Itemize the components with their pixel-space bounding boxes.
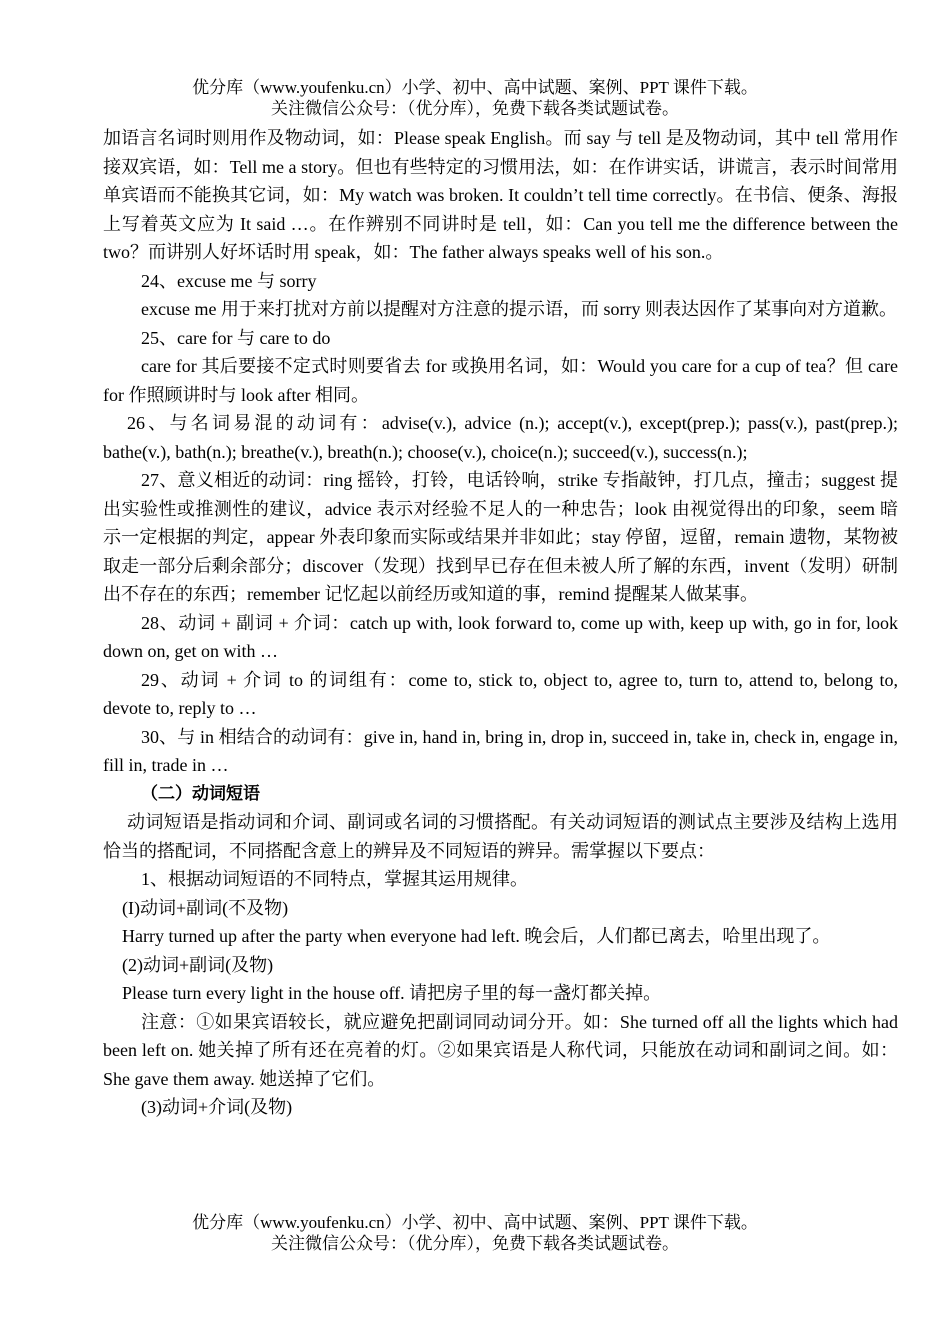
item-30: 30、与 in 相结合的动词有：give in, hand in, bring in, drop in, succeed in, take in, check in, engage in, fill in, trade in … bbox=[103, 726, 898, 775]
item-28: 28、动词 + 副词 + 介词：catch up with, look forward to, come up with, keep up with, go in for, look down on, get on with … bbox=[103, 612, 898, 661]
header-line-1: 优分库（www.youfenku.cn）小学、初中、高中试题、案例、PPT 课件下载。 bbox=[192, 78, 758, 97]
sub-2-example: Please turn every light in the house off. 请把房子里的每一盏灯都关掉。 bbox=[122, 983, 662, 1003]
document-body bbox=[103, 124, 898, 1122]
item-24-title: 24、excuse me 与 sorry bbox=[141, 270, 317, 291]
item-25-title: 25、care for 与 care to do bbox=[141, 327, 331, 348]
header-line-2: 关注微信公众号：（优分库），免费下载各类试题试卷。 bbox=[271, 99, 679, 118]
point-1: 1、根据动词短语的不同特点，掌握其运用规律。 bbox=[141, 869, 528, 889]
section-heading: （二）动词短语 bbox=[141, 783, 260, 804]
note-paragraph: 注意：①如果宾语较长，就应避免把副词同动词分开。如：She turned off all the lights which had been left on. 她关掉了所有还在亮着的灯。②如果宾语是人称代词，只能放在动词和副词之间。如：She gave them away. 她送掉了它们。 bbox=[103, 1011, 898, 1089]
sub-1-example: Harry turned up after the party when everyone had left. 晚会后，人们都已离去，哈里出现了。 bbox=[122, 926, 831, 946]
sub-1-title: (I)动词+副词(不及物) bbox=[122, 897, 289, 918]
item-29: 29、动词 + 介词 to 的词组有：come to, stick to, object to, agree to, turn to, attend to, belong to, devote to, reply to … bbox=[103, 669, 898, 718]
section-intro: 动词短语是指动词和介词、副词或名词的习惯搭配。有关动词短语的测试点主要涉及结构上选用恰当的搭配词，不同搭配含意上的辨异及不同短语的辨异。需掌握以下要点： bbox=[103, 812, 898, 861]
item-26: 26、与名词易混的动词有：advise(v.), advice (n.); accept(v.), except(prep.); pass(v.), past(prep.); bathe(v.), bath(n.); breathe(v.), breath(n.); choose(v.), choice(n.); succeed(v.), success(n.); bbox=[103, 413, 898, 462]
footer-line-1: 优分库（www.youfenku.cn）小学、初中、高中试题、案例、PPT 课件下载。 bbox=[192, 1213, 758, 1232]
item-25-body: care for 其后要接不定式时则要省去 for 或换用名词，如：Would you care for a cup of tea？但 care for 作照顾讲时与 look after 相同。 bbox=[103, 356, 898, 405]
item-24-body: excuse me 用于来打扰对方前以提醒对方注意的提示语，而 sorry 则表达因作了某事向对方道歉。 bbox=[141, 299, 897, 319]
page-header bbox=[0, 77, 950, 119]
item-27: 27、意义相近的动词：ring 摇铃，打铃，电话铃响，strike 专指敲钟，打几点，撞击；suggest 提出实验性或推测性的建议，advice 表示对经验不足人的一种忠告；look 由视觉得出的印象，seem 暗示一定根据的判定，appear 外表印象而实际或结果并非如此；stay 停留，逗留，remain 遗物，某物被取走一部分后剩余部分；discover（发现）找到早已存在但未被人所了解的东西，invent（发明）研制出不存在的东西；remember 记忆起以前经历或知道的事，remind 提醒某人做某事。 bbox=[103, 470, 898, 604]
sub-2-title: (2)动词+副词(及物) bbox=[122, 954, 274, 975]
sub-3-title: (3)动词+介词(及物) bbox=[141, 1097, 293, 1117]
paragraph-continued: 加语言名词时则用作及物动词，如：Please speak English。而 say 与 tell 是及物动词，其中 tell 常用作接双宾语，如：Tell me a story。但也有些特定的习惯用法，如：在作讲实话，讲谎言，表示时间常用单宾语而不能换其它词，如：My watch was broken. It couldn’t tell time correctly。在书信、便条、海报上写着英文应为 It said …。在作辨别不同讲时是 tell，如：Can you tell me the difference between the two？而讲别人好坏话时用 speak，如：The father always speaks well of his son.。 bbox=[103, 128, 898, 262]
page-footer bbox=[0, 1212, 950, 1254]
footer-line-2: 关注微信公众号：（优分库），免费下载各类试题试卷。 bbox=[271, 1234, 679, 1253]
